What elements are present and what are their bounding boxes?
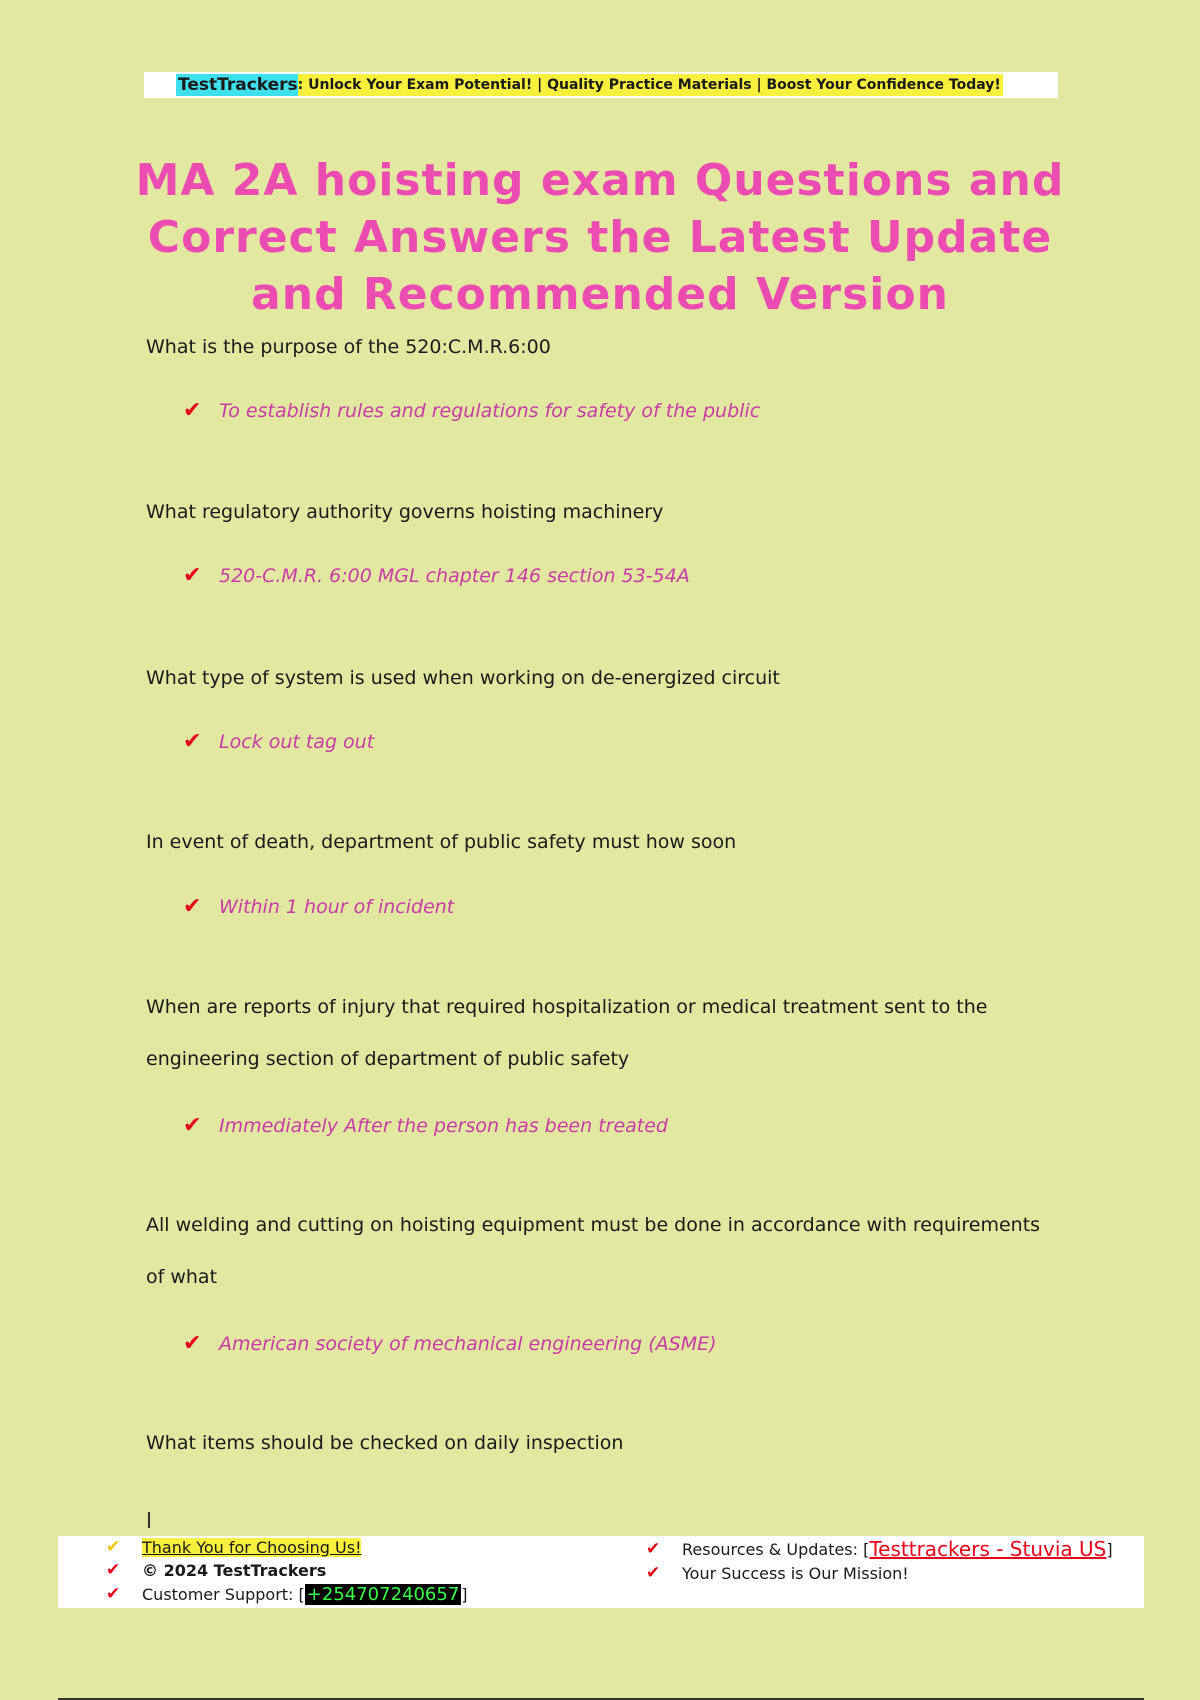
checkmark-icon: ✔ bbox=[183, 398, 202, 423]
question-7: What items should be checked on daily inspection bbox=[146, 1432, 624, 1454]
checkmark-icon: ✔ bbox=[106, 1560, 121, 1580]
mission-text: Your Success is Our Mission! bbox=[682, 1563, 909, 1583]
checkmark-icon: ✔ bbox=[106, 1537, 121, 1557]
answer-5 bbox=[183, 1113, 1043, 1138]
thanks-text: Thank You for Choosing Us! bbox=[142, 1537, 362, 1557]
checkmark-icon: ✔ bbox=[183, 729, 202, 754]
question-2: What regulatory authority governs hoisting machinery bbox=[146, 501, 664, 523]
answer-text: 520-C.M.R. 6:00 MGL chapter 146 section 53-54A bbox=[219, 564, 690, 587]
header-banner bbox=[144, 72, 1058, 98]
footer-resources bbox=[646, 1538, 1113, 1560]
footer-support bbox=[106, 1583, 468, 1605]
question-1: What is the purpose of the 520:C.M.R.6:00 bbox=[146, 336, 551, 358]
checkmark-icon: ✔ bbox=[183, 1113, 202, 1138]
question-3: What type of system is used when working on de-energized circuit bbox=[146, 667, 780, 689]
answer-1 bbox=[183, 398, 1043, 423]
answer-4 bbox=[183, 894, 1043, 919]
answer-text: Lock out tag out bbox=[219, 730, 375, 753]
answer-2 bbox=[183, 563, 1043, 588]
support-phone[interactable]: +254707240657 bbox=[306, 1583, 460, 1605]
answer-text: American society of mechanical engineering (ASME) bbox=[219, 1332, 717, 1355]
answer-text: To establish rules and regulations for safety of the public bbox=[219, 399, 761, 422]
footer-copyright bbox=[106, 1559, 326, 1581]
answer-6 bbox=[183, 1331, 1043, 1356]
support-close: ] bbox=[461, 1584, 468, 1604]
question-4: In event of death, department of public safety must how soon bbox=[146, 831, 737, 853]
answer-text: Within 1 hour of incident bbox=[219, 895, 455, 918]
checkmark-icon: ✔ bbox=[183, 894, 202, 919]
answer-3 bbox=[183, 729, 1043, 754]
resources-label: Resources & Updates: [ bbox=[682, 1539, 870, 1559]
support-label: Customer Support: [ bbox=[142, 1584, 305, 1604]
footer-mission bbox=[646, 1562, 909, 1584]
copyright-text: © 2024 TestTrackers bbox=[142, 1560, 327, 1580]
checkmark-icon: ✔ bbox=[646, 1539, 661, 1559]
answer-text: Immediately After the person has been treated bbox=[219, 1114, 668, 1137]
footer bbox=[58, 1536, 1144, 1608]
checkmark-icon: ✔ bbox=[646, 1563, 661, 1583]
document-title: MA 2A hoisting exam Questions and Correct Answers the Latest Update and Recommended Version bbox=[135, 155, 1065, 320]
brand-name: TestTrackers bbox=[178, 75, 298, 95]
question-6: All welding and cutting on hoisting equipment must be done in accordance with requirements of what bbox=[146, 1214, 1041, 1288]
checkmark-icon: ✔ bbox=[183, 563, 202, 588]
banner-tagline: : Unlock Your Exam Potential! | Quality Practice Materials | Boost Your Confidence Today! bbox=[298, 74, 1003, 96]
checkmark-icon: ✔ bbox=[183, 1331, 202, 1356]
text-cursor bbox=[148, 1512, 150, 1528]
question-5: When are reports of injury that required hospitalization or medical treatment sent to the engineering section of department of public safety bbox=[146, 996, 988, 1070]
footer-thanks bbox=[106, 1536, 361, 1558]
checkmark-icon: ✔ bbox=[106, 1584, 121, 1604]
resources-link[interactable]: Testtrackers - Stuvia US bbox=[869, 1537, 1107, 1561]
resources-close: ] bbox=[1106, 1539, 1113, 1559]
